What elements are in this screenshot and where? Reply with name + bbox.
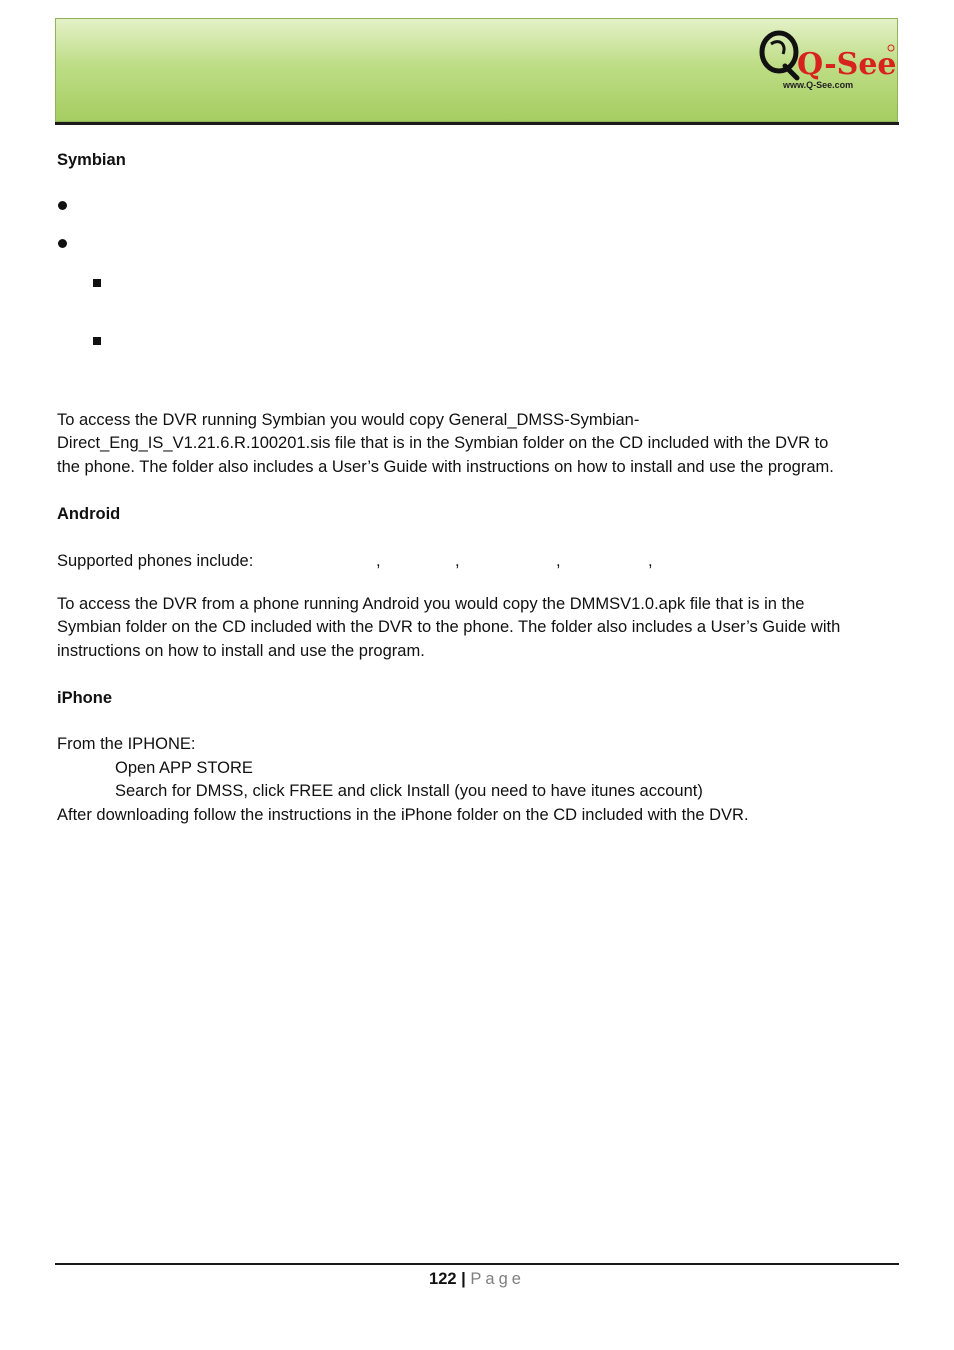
iphone-step: Open APP STORE [115, 759, 253, 777]
iphone-after-text: After downloading follow the instructions in the iPhone folder on the CD included with the DVR. [57, 806, 749, 824]
footer-separator: | [461, 1270, 466, 1288]
iphone-step: Search for DMSS, click FREE and click Install (you need to have itunes account) [115, 782, 703, 800]
android-paragraph-line: To access the DVR from a phone running Android you would copy the DMMSV1.0.apk file that is in the [57, 595, 805, 613]
iphone-heading: iPhone [57, 689, 113, 707]
symbian-paragraph-line: To access the DVR running Symbian you would copy General_DMSS-Symbian- [57, 411, 640, 429]
page-footer [0, 1268, 954, 1291]
symbian-paragraph-line: the phone. The folder also includes a User’s Guide with instructions on how to install and use the program. [57, 458, 834, 476]
list-separator: , [376, 552, 381, 570]
symbian-heading: Symbian [57, 151, 126, 169]
page-number: 122 [429, 1270, 457, 1288]
footer-divider [55, 1263, 899, 1265]
bullet-dot [58, 201, 67, 210]
list-separator: , [556, 552, 561, 570]
symbian-paragraph-line: Direct_Eng_IS_V1.21.6.R.100201.sis file that is in the Symbian folder on the CD included with the DVR to [57, 434, 829, 452]
iphone-intro: From the IPHONE: [57, 735, 196, 753]
android-heading: Android [57, 505, 121, 523]
list-separator: , [648, 552, 653, 570]
bullet-dot [58, 239, 67, 248]
list-separator: , [455, 552, 460, 570]
supported-phones-label: Supported phones include: [57, 552, 254, 570]
page-label: Page [470, 1270, 525, 1288]
bullet-square [93, 279, 101, 287]
android-paragraph-line: instructions on how to install and use the program. [57, 642, 425, 660]
android-paragraph-line: Symbian folder on the CD included with the DVR to the phone. The folder also includes a User’s Guide with [57, 618, 841, 636]
header-divider [55, 122, 899, 125]
logo-wordmark: Q-See [797, 47, 897, 82]
logo-url: www.Q-See.com [783, 80, 854, 90]
bullet-square [93, 337, 101, 345]
